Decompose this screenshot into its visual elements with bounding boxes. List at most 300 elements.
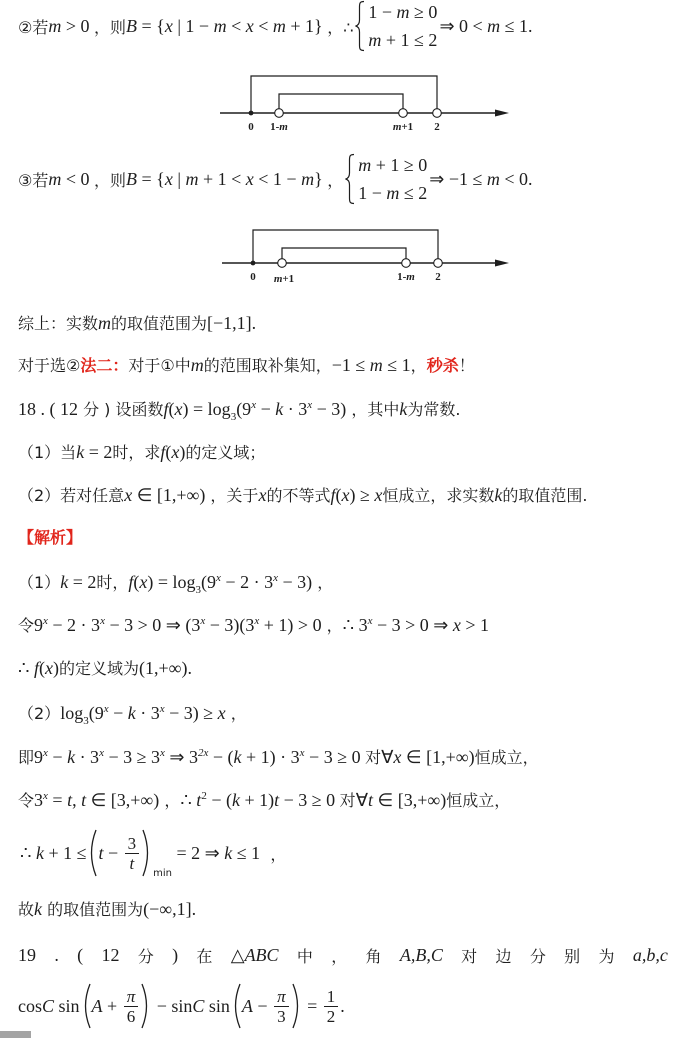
text-seg: ， — [331, 946, 348, 966]
tick-label — [270, 121, 288, 133]
tick-label-part: 0 — [250, 271, 256, 283]
math-expr: = 2 — [84, 442, 113, 462]
math-var: x — [124, 485, 133, 505]
math-expr: ( — [133, 572, 140, 592]
math-expr: | 1 − — [172, 15, 214, 36]
big-paren-right — [291, 983, 303, 1029]
math-expr: + — [102, 995, 122, 1016]
text-seg: ( — [77, 944, 84, 965]
system-rows — [356, 153, 427, 205]
math-expr: + 1 ≤ — [43, 842, 87, 863]
math-var: x — [164, 168, 173, 189]
text-seg: （2）若对任意 — [18, 486, 125, 505]
tick-label-part: 0 — [248, 121, 254, 133]
math-var: m — [368, 30, 382, 50]
tick-label — [435, 271, 441, 283]
text-seg: 的定义域为 — [58, 659, 139, 678]
superscript: x — [254, 615, 260, 627]
text-seg: 时，求 — [112, 443, 161, 462]
fraction — [324, 987, 339, 1026]
math-expr: + 1) · 3 — [241, 747, 300, 767]
math-expr: ⇒ 3 — [164, 747, 198, 767]
math-expr: 9 — [34, 747, 44, 767]
math-expr: − sin — [152, 995, 193, 1016]
analysis-heading — [18, 527, 82, 549]
text-seg: . ( — [36, 399, 60, 419]
numerator: π — [124, 987, 139, 1007]
tick-label — [434, 121, 440, 133]
math-expr: − 2 · 3 — [47, 615, 101, 635]
math-expr: ) = log — [147, 572, 196, 592]
math-var: x — [374, 485, 383, 505]
math-var: x — [341, 485, 350, 505]
math-var: m — [98, 313, 112, 333]
math-expr: − — [256, 399, 276, 419]
tick-label-part: 1- — [270, 121, 280, 133]
open-point-icon — [434, 259, 443, 268]
math-var: f — [163, 399, 169, 419]
math-var: k — [60, 572, 69, 592]
math-expr: = { — [137, 168, 165, 189]
text-seg: ) — [172, 944, 179, 965]
case-label: ③若 — [18, 170, 49, 190]
math-var: f — [330, 485, 336, 505]
math-expr: ) — [52, 658, 59, 678]
math-expr: ⇒ 0 < — [439, 15, 488, 36]
system-row-bottom — [368, 28, 437, 52]
open-point-icon — [433, 109, 442, 118]
math-var: m — [190, 355, 204, 375]
closed-point-icon — [251, 261, 256, 266]
fraction — [125, 834, 140, 873]
text-seg: 分 — [529, 946, 546, 966]
math-expr: = { — [137, 15, 165, 36]
math-var: m — [272, 15, 286, 36]
text-seg: ， — [327, 170, 344, 190]
text-seg: 对于选② — [18, 356, 81, 375]
math-var: m — [185, 168, 199, 189]
left-brace-icon — [354, 0, 366, 52]
corner-overlay-box — [0, 1031, 31, 1038]
math-expr: ( — [38, 658, 45, 678]
closed-point-icon — [249, 111, 254, 116]
math-expr: − 3) ≥ — [164, 703, 218, 723]
text-seg: （2） — [18, 704, 61, 723]
text-seg: 在 — [196, 946, 213, 966]
tick-label-var: m — [406, 271, 415, 283]
tick-label-part: +1 — [401, 121, 414, 133]
math-expr: ) — [179, 442, 186, 462]
math-expr: − 2 · 3 — [220, 572, 274, 592]
tick-label-var: m — [279, 121, 288, 133]
superscript: x — [307, 399, 313, 411]
superscript: x — [43, 790, 48, 802]
tick-label — [250, 271, 256, 283]
math-expr: = — [302, 995, 322, 1016]
text-seg: 恒成立，求实数 — [382, 486, 495, 505]
math-expr: ∈ [3,+∞) — [373, 790, 447, 810]
arrow-right-icon — [495, 110, 509, 117]
solution2-line2 — [18, 746, 539, 768]
math-var: x — [393, 747, 402, 767]
fraction — [124, 987, 139, 1026]
math-expr: > 0 — [61, 15, 95, 36]
math-var: t — [67, 790, 73, 810]
text-seg: 对 — [339, 791, 356, 810]
numerator: 3 — [125, 834, 140, 854]
superscript: x — [273, 572, 278, 584]
text-seg: 令 — [18, 616, 35, 635]
denominator: t — [129, 853, 135, 873]
text-seg: ， — [321, 616, 343, 635]
big-paren-left — [230, 983, 242, 1029]
math-var: k — [34, 899, 43, 919]
math-expr: ∀ — [355, 790, 369, 810]
superscript: x — [43, 615, 48, 627]
text-seg: ，关于 — [205, 486, 259, 505]
math-var: k — [67, 747, 76, 767]
text-seg: 对 — [461, 946, 478, 966]
math-expr: · 3 — [135, 703, 160, 723]
system-row-top — [368, 0, 437, 24]
math-expr: . — [340, 995, 345, 1016]
math-var: A — [91, 995, 103, 1016]
text-seg: 对于①中 — [128, 356, 191, 375]
math-expr: sin — [204, 995, 230, 1016]
math-var: t — [368, 790, 374, 810]
math-expr: ∈ [3,+∞) — [86, 790, 160, 810]
math-expr: + 1) — [239, 790, 275, 810]
text-seg: 分 ) 设函数 — [78, 400, 164, 419]
math-var: B — [126, 15, 138, 36]
superscript: x — [103, 703, 109, 715]
math-expr: − — [252, 995, 273, 1016]
text-seg: 角 — [365, 946, 382, 966]
math-var: t — [98, 842, 104, 863]
tick-label-part: 2 — [434, 121, 440, 133]
question-18-part1 — [18, 441, 265, 463]
math-expr: [−1,1]. — [207, 313, 257, 333]
math-expr: 1 − — [358, 183, 387, 203]
superscript: 2x — [197, 747, 209, 759]
math-var: m — [301, 168, 315, 189]
math-expr: + 1 < — [198, 168, 246, 189]
system-row-top — [358, 153, 427, 177]
math-expr: < 0 — [61, 168, 95, 189]
math-var: k — [231, 790, 240, 810]
case3-line — [18, 153, 533, 205]
text-seg: 中 — [296, 946, 313, 966]
tick-label — [397, 271, 415, 283]
fraction — [274, 987, 289, 1026]
math-var: C — [192, 995, 205, 1016]
text-seg: 分 — [137, 946, 154, 966]
math-expr: − 3 > 0 ⇒ — [372, 615, 453, 635]
math-var: x — [452, 615, 461, 635]
math-var: x — [44, 658, 53, 678]
math-var: x — [139, 572, 148, 592]
math-expr: | — [172, 168, 186, 189]
text-seg: 的范围取补集知， — [203, 356, 332, 375]
math-var: x — [171, 442, 180, 462]
math-expr: −1 ≤ — [331, 355, 370, 375]
math-expr: − 3) — [277, 572, 313, 592]
text-seg: ， — [312, 573, 334, 592]
big-paren-left — [80, 983, 92, 1029]
tick-label — [274, 273, 294, 285]
big-paren-right — [140, 983, 152, 1029]
system-rows — [366, 0, 437, 52]
score: 12 — [101, 944, 120, 965]
math-expr: } — [314, 168, 328, 189]
tick-label — [393, 121, 413, 133]
math-var: x — [217, 703, 226, 723]
math-expr: + 1} — [285, 15, 328, 36]
text-seg: 别 — [564, 946, 581, 966]
math-var: m — [396, 2, 410, 22]
text-seg: ，则 — [94, 17, 127, 37]
math-var: m — [487, 15, 501, 36]
math-expr: − — [103, 842, 123, 863]
math-var: k — [224, 842, 233, 863]
math-expr: ∀ — [381, 747, 394, 767]
text-seg: 为 — [598, 946, 615, 966]
tick-label-part: +1 — [282, 273, 295, 285]
superscript: x — [99, 747, 104, 759]
math-expr: ( — [168, 399, 175, 419]
denominator: 6 — [126, 1006, 136, 1026]
math-expr: ≥ 0 — [409, 2, 438, 22]
math-expr: (−∞,1]. — [143, 899, 197, 919]
math-var: k — [127, 703, 136, 723]
inequality-system — [344, 153, 427, 205]
text-seg: 令 — [18, 791, 35, 810]
question-number: 18 — [18, 399, 36, 419]
math-var: k — [399, 399, 408, 419]
text-seg: ，则 — [94, 170, 127, 190]
math-var: k — [35, 842, 44, 863]
superscript: x — [159, 703, 165, 715]
quick-kill-highlight: 秒杀 — [426, 356, 459, 375]
math-expr: ) ≥ — [349, 485, 375, 505]
number-line-1 — [210, 65, 520, 140]
math-expr: − 3 ≥ 0 — [304, 747, 366, 767]
text-seg: 即 — [18, 748, 35, 767]
left-brace-icon — [344, 153, 356, 205]
subscript: 3 — [230, 411, 237, 423]
question-number: 19 — [18, 944, 36, 965]
analysis-label: 【解析】 — [18, 528, 83, 547]
math-var: a,b,c — [632, 944, 668, 965]
math-var: m — [386, 183, 400, 203]
math-expr: ≤ 1. — [500, 15, 533, 36]
math-expr: (9 — [236, 399, 252, 419]
math-expr: − 3 ≥ 0 — [279, 790, 340, 810]
triangle-symbol: △ — [230, 944, 245, 965]
min-subscript: min — [153, 868, 173, 879]
superscript: x — [299, 747, 305, 759]
math-var: x — [245, 15, 254, 36]
math-var: A — [241, 995, 253, 1016]
solution1-line2 — [18, 614, 489, 636]
math-var: x — [245, 168, 254, 189]
text-seg: 对 — [365, 748, 382, 767]
math-expr: ≤ 1 — [232, 842, 261, 863]
math-expr: < — [253, 15, 273, 36]
open-point-icon — [278, 259, 287, 268]
math-expr: ≤ 1 — [382, 355, 411, 375]
text-seg: ， — [159, 791, 181, 810]
math-expr: = — [47, 790, 68, 810]
math-expr: 3 — [34, 790, 44, 810]
solution2-line3 — [18, 789, 510, 811]
superscript: x — [367, 615, 373, 627]
system-row-bottom — [358, 181, 427, 205]
math-var: m — [358, 155, 372, 175]
math-expr: log — [60, 703, 84, 723]
math-expr: + 1) > 0 — [259, 615, 322, 635]
math-expr: · 3 — [283, 399, 308, 419]
math-expr: ( — [335, 485, 342, 505]
text-seg: （1） — [18, 573, 61, 592]
math-expr: ∴ — [180, 790, 197, 810]
big-paren-left — [86, 829, 98, 877]
numerator: 1 — [324, 987, 339, 1007]
math-expr: − 3 ≥ 3 — [103, 747, 160, 767]
math-var: f — [33, 658, 39, 678]
math-expr: ∈ [1,+∞) — [401, 747, 475, 767]
math-var: x — [164, 15, 173, 36]
math-expr: − ( — [208, 747, 234, 767]
superscript: x — [159, 747, 165, 759]
text-seg: ， — [410, 356, 427, 375]
math-expr: < — [226, 15, 246, 36]
math-expr: < 1 − — [253, 168, 302, 189]
tick-label-part: 1- — [397, 271, 407, 283]
subscript: 3 — [83, 715, 89, 727]
math-expr: − 3)(3 — [205, 615, 255, 635]
math-var: A,B,C — [399, 944, 443, 965]
open-point-icon — [402, 259, 411, 268]
math-expr: 1 − — [368, 2, 397, 22]
open-point-icon — [399, 109, 408, 118]
text-seg: 恒成立， — [474, 748, 539, 767]
superscript: x — [43, 747, 48, 759]
text-seg: ，∴ — [327, 17, 354, 37]
text-seg: 综上：实数 — [18, 314, 99, 333]
text-seg: 边 — [495, 946, 512, 966]
math-expr: ) = log — [182, 399, 231, 419]
math-var: f — [128, 572, 134, 592]
text-seg: 时， — [96, 573, 129, 592]
math-expr: > 1 — [460, 615, 490, 635]
math-var: B — [126, 168, 138, 189]
math-var: k — [494, 485, 503, 505]
math-expr: (9 — [88, 703, 104, 723]
text-seg: ， — [260, 844, 287, 864]
method2-highlight: 法二： — [80, 356, 129, 375]
text-seg: ！ — [458, 356, 475, 375]
math-expr: + 1 ≥ 0 — [371, 155, 428, 175]
math-expr: + 1 ≤ 2 — [381, 30, 438, 50]
big-paren-right — [141, 829, 153, 877]
case2-line — [18, 0, 533, 52]
math-expr: · 3 — [75, 747, 100, 767]
math-expr: − 3) — [312, 399, 347, 419]
text-seg: 的定义域； — [185, 443, 266, 462]
math-expr: = 2 ⇒ — [172, 842, 225, 863]
text-seg: 的取值范围为 — [111, 314, 208, 333]
math-expr: 9 — [34, 615, 44, 635]
solution1-line3 — [18, 657, 192, 679]
math-var: ABC — [244, 944, 279, 965]
math-expr: sin — [54, 995, 80, 1016]
math-expr: ( — [165, 442, 172, 462]
math-expr: − — [47, 747, 68, 767]
math-var: k — [76, 442, 85, 462]
text-seg: . — [54, 944, 59, 965]
math-var: t — [274, 790, 280, 810]
question-18-stem — [18, 398, 461, 423]
math-var: k — [233, 747, 242, 767]
math-var: m — [213, 15, 227, 36]
denominator: 3 — [277, 1006, 286, 1026]
superscript: x — [251, 399, 257, 411]
subscript: 3 — [195, 584, 202, 596]
math-var: t — [81, 790, 87, 810]
math-var: x — [174, 399, 183, 419]
triangle-abc — [231, 945, 279, 966]
math-expr: ∴ — [18, 658, 34, 678]
superscript: x — [200, 615, 206, 627]
question-19-stem — [18, 944, 668, 966]
text-seg: （1）当 — [18, 443, 77, 462]
case-label: ②若 — [18, 17, 49, 37]
math-expr: ∴ 3 — [342, 615, 368, 635]
inequality-system — [354, 0, 437, 52]
superscript: x — [100, 615, 105, 627]
summary-line — [18, 312, 256, 334]
solution2-line5 — [18, 898, 196, 920]
text-seg: 的不等式 — [266, 486, 331, 505]
solution1-line1 — [18, 571, 334, 596]
math-expr: − — [108, 703, 128, 723]
text-seg: 的取值范围. — [502, 486, 588, 505]
math-expr: − 3 > 0 ⇒ (3 — [104, 615, 201, 635]
text-seg: 恒成立， — [446, 791, 511, 810]
inner-interval-bracket — [282, 248, 406, 259]
math-var: k — [275, 399, 284, 419]
math-expr: = 2 — [68, 572, 97, 592]
math-expr: − ( — [206, 790, 232, 810]
method2-line — [18, 354, 475, 376]
solution2-line4 — [20, 827, 286, 879]
number-line-2 — [210, 220, 520, 290]
numerator: π — [274, 987, 289, 1007]
math-expr: ∈ [1,+∞) — [132, 485, 206, 505]
tick-label — [248, 121, 254, 133]
text-seg: 故 — [18, 900, 35, 919]
superscript: 2 — [201, 790, 207, 802]
math-var: m — [486, 168, 500, 189]
math-var: m — [369, 355, 383, 375]
math-expr: cos — [18, 995, 42, 1016]
text-seg: ，其中 — [346, 400, 400, 419]
math-expr: ⇒ −1 ≤ — [429, 168, 487, 189]
superscript: x — [216, 572, 221, 584]
open-point-icon — [275, 109, 284, 118]
math-expr: (1,+∞). — [138, 658, 192, 678]
